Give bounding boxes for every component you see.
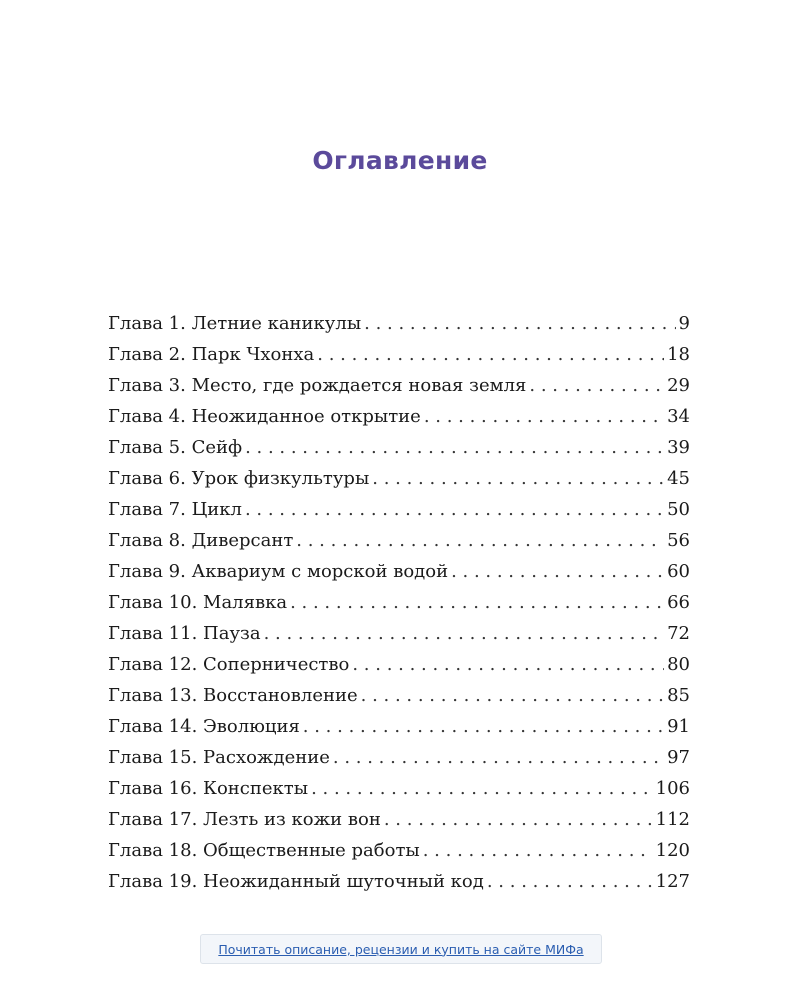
toc-entry-title: Глава 12. Соперничество <box>108 654 350 675</box>
toc-entry <box>108 773 690 804</box>
toc-entry-page: 56 <box>667 530 690 551</box>
dot-leader <box>264 618 665 649</box>
toc-entry-title: Глава 11. Пауза <box>108 623 261 644</box>
dot-leader <box>451 556 664 587</box>
toc-entry-page: 9 <box>678 313 690 334</box>
toc-entry <box>108 401 690 432</box>
dot-leader <box>352 649 664 680</box>
dot-leader <box>424 401 664 432</box>
toc-entry-page: 66 <box>667 592 690 613</box>
dot-leader <box>372 463 664 494</box>
toc-entry-page: 39 <box>667 437 690 458</box>
toc-entry-page: 85 <box>667 685 690 706</box>
toc-entry <box>108 370 690 401</box>
dot-leader <box>529 370 664 401</box>
toc-entry <box>108 308 690 339</box>
dot-leader <box>290 587 664 618</box>
toc-entry-page: 80 <box>667 654 690 675</box>
dot-leader <box>361 680 664 711</box>
toc-entry-page: 106 <box>655 778 690 799</box>
toc-entry-title: Глава 16. Конспекты <box>108 778 309 799</box>
dot-leader <box>303 711 664 742</box>
toc-entry-title: Глава 2. Парк Чхонха <box>108 344 315 365</box>
toc-entry <box>108 494 690 525</box>
toc-entry <box>108 835 690 866</box>
toc-entry-title: Глава 3. Место, где рождается новая земля <box>108 375 527 396</box>
toc-entry <box>108 742 690 773</box>
toc-entry-page: 120 <box>655 840 690 861</box>
toc-entry-page: 50 <box>667 499 690 520</box>
toc-entry <box>108 804 690 835</box>
toc-entry-title: Глава 19. Неожиданный шуточный код <box>108 871 484 892</box>
toc-entry-page: 91 <box>667 716 690 737</box>
dot-leader <box>384 804 653 835</box>
toc-entry-page: 112 <box>655 809 690 830</box>
toc-entry-page: 29 <box>667 375 690 396</box>
toc-entry-title: Глава 10. Малявка <box>108 592 288 613</box>
toc-entry-page: 72 <box>667 623 690 644</box>
dot-leader <box>364 308 675 339</box>
toc-entry <box>108 866 690 897</box>
toc-entry-title: Глава 13. Восстановление <box>108 685 358 706</box>
dot-leader <box>423 835 653 866</box>
toc-entry-title: Глава 18. Общественные работы <box>108 840 420 861</box>
toc-entry-title: Глава 8. Диверсант <box>108 530 294 551</box>
toc-entry-title: Глава 14. Эволюция <box>108 716 300 737</box>
dot-leader <box>296 525 664 556</box>
toc-entry-page: 45 <box>667 468 690 489</box>
toc-entry-title: Глава 7. Цикл <box>108 499 242 520</box>
dot-leader <box>333 742 664 773</box>
table-of-contents <box>108 308 690 897</box>
toc-entry-page: 127 <box>655 871 690 892</box>
toc-entry <box>108 556 690 587</box>
toc-entry <box>108 463 690 494</box>
toc-entry-page: 97 <box>667 747 690 768</box>
toc-entry-title: Глава 1. Летние каникулы <box>108 313 362 334</box>
buy-on-mif-link[interactable]: Почитать описание, рецензии и купить на сайте МИФа <box>200 934 602 964</box>
toc-entry-title: Глава 4. Неожиданное открытие <box>108 406 421 427</box>
toc-entry <box>108 432 690 463</box>
toc-entry <box>108 618 690 649</box>
toc-entry-title: Глава 5. Сейф <box>108 437 243 458</box>
toc-entry-page: 18 <box>667 344 690 365</box>
toc-entry-title: Глава 9. Аквариум с морской водой <box>108 561 449 582</box>
dot-leader <box>487 866 653 897</box>
toc-entry <box>108 649 690 680</box>
toc-entry-title: Глава 15. Расхождение <box>108 747 330 768</box>
dot-leader <box>245 494 664 525</box>
toc-entry <box>108 711 690 742</box>
toc-entry-title: Глава 6. Урок физкультуры <box>108 468 370 489</box>
toc-entry <box>108 680 690 711</box>
dot-leader <box>311 773 653 804</box>
toc-entry-page: 60 <box>667 561 690 582</box>
page-title: Оглавление <box>312 146 488 175</box>
toc-entry <box>108 339 690 370</box>
dot-leader <box>317 339 664 370</box>
toc-entry-title: Глава 17. Лезть из кожи вон <box>108 809 381 830</box>
dot-leader <box>245 432 664 463</box>
toc-entry <box>108 525 690 556</box>
toc-entry <box>108 587 690 618</box>
toc-entry-page: 34 <box>667 406 690 427</box>
